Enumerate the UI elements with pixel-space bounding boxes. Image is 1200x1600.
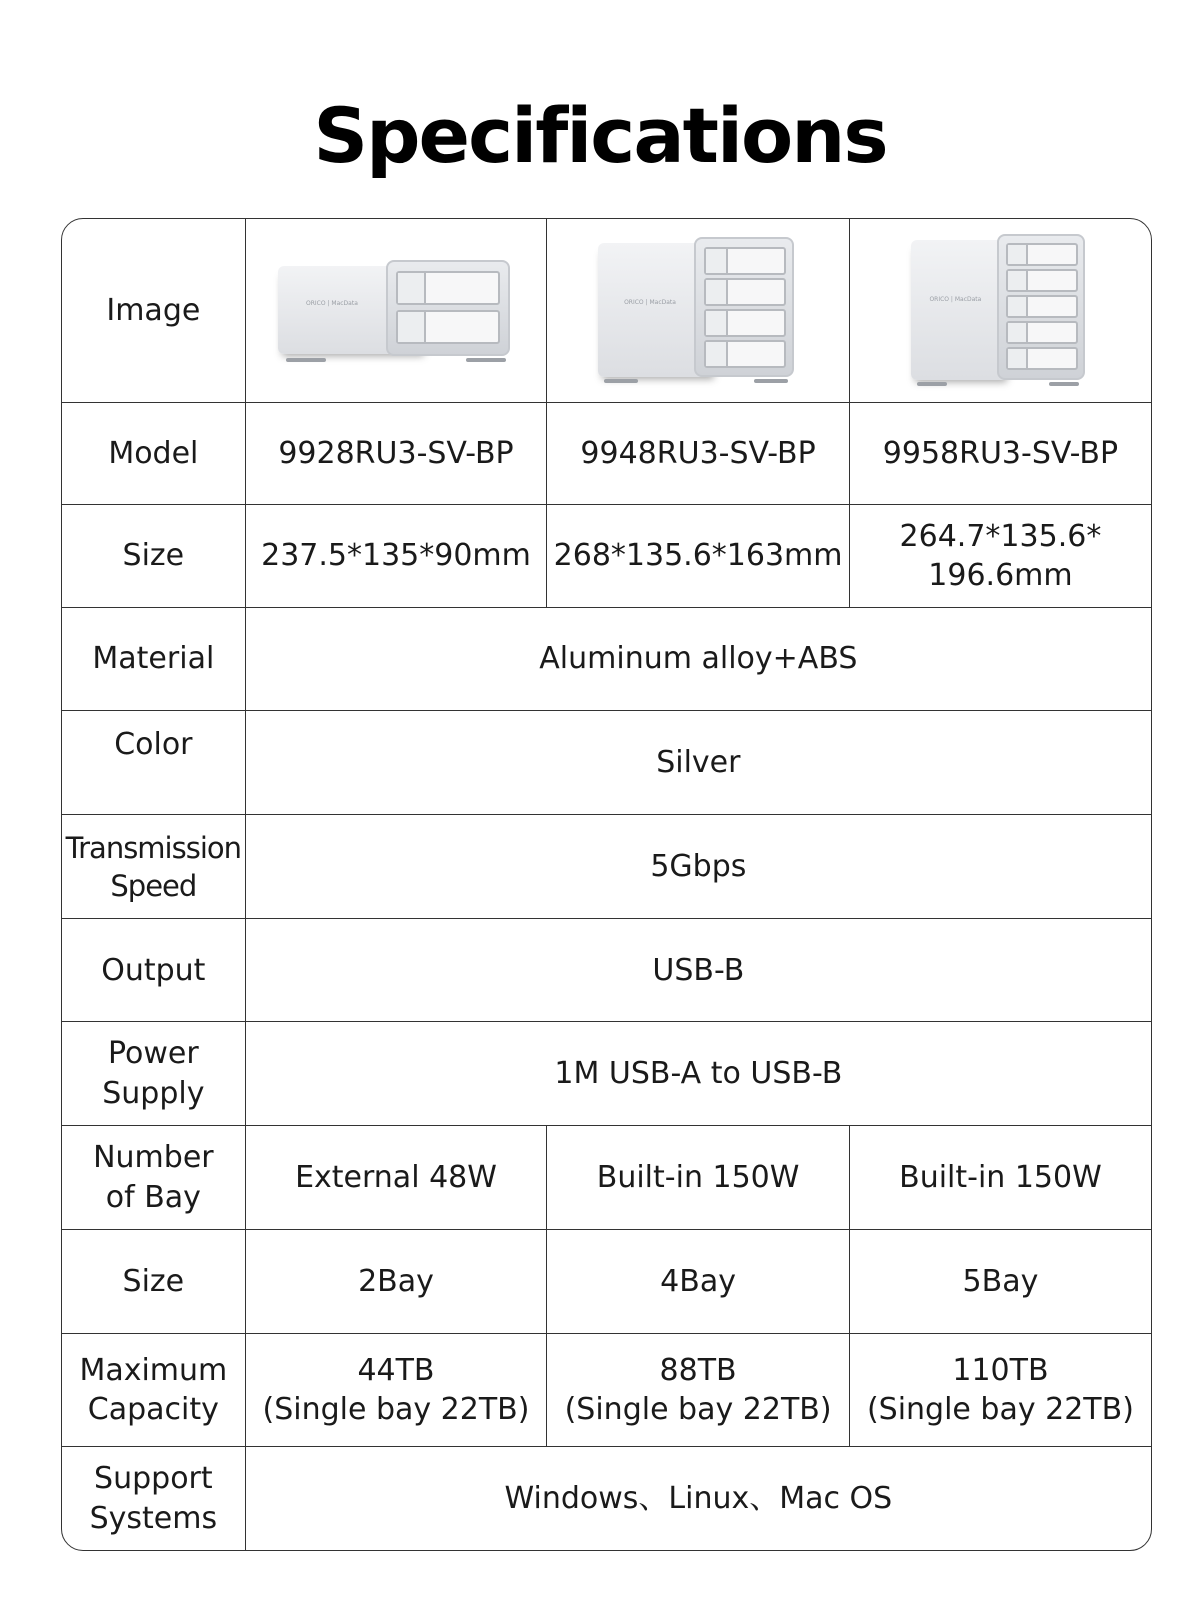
max-capacity-value <box>245 1334 547 1447</box>
support-systems-row <box>62 1447 1151 1550</box>
label-line: Capacity <box>87 1392 219 1428</box>
row-label-number-of-bay <box>62 1126 245 1230</box>
label-line: Maximum <box>79 1352 228 1388</box>
capacity-total: 44TB <box>357 1352 435 1388</box>
material-row <box>62 608 1151 711</box>
capacity-note: (Single bay 22TB) <box>564 1392 832 1428</box>
bay-count-value: 4Bay <box>547 1230 850 1334</box>
size-value: 237.5*135*90mm <box>245 505 547 608</box>
transmission-speed-row <box>62 815 1151 919</box>
capacity-note: (Single bay 22TB) <box>262 1392 530 1428</box>
label-line: Power <box>108 1036 199 1072</box>
brand-logo: ORICO | MacData <box>305 299 358 307</box>
product-image-cell <box>849 219 1151 403</box>
label-line: Number <box>93 1140 214 1176</box>
spec-table <box>61 218 1152 1551</box>
bay-count-value: 2Bay <box>245 1230 547 1334</box>
image-row <box>62 219 1151 403</box>
row-label-max-capacity <box>62 1334 245 1447</box>
bay-count-value: 5Bay <box>849 1230 1151 1334</box>
row-label-model: Model <box>62 403 245 505</box>
size-value-line1: 264.7*135.6* <box>899 518 1102 554</box>
support-systems-value: Windows、Linux、Mac OS <box>245 1447 1151 1550</box>
row-label-material: Material <box>62 608 245 711</box>
output-value: USB-B <box>245 919 1151 1022</box>
model-value: 9958RU3-SV-BP <box>849 403 1151 505</box>
row-label-size: Size <box>62 1230 245 1334</box>
brand-logo: ORICO | MacData <box>624 298 676 306</box>
size-value: 268*135.6*163mm <box>547 505 850 608</box>
model-value: 9928RU3-SV-BP <box>245 403 547 505</box>
color-row <box>62 711 1151 815</box>
capacity-note: (Single bay 22TB) <box>866 1392 1134 1428</box>
label-line: Supply <box>102 1075 205 1111</box>
number-of-bay-value: Built-in 150W <box>849 1126 1151 1230</box>
size-value <box>849 505 1151 608</box>
power-supply-row <box>62 1022 1151 1126</box>
row-label-output: Output <box>62 919 245 1022</box>
transmission-speed-value: 5Gbps <box>245 815 1151 919</box>
max-capacity-value <box>547 1334 850 1447</box>
four-bay-enclosure-image <box>598 237 798 385</box>
max-capacity-value <box>849 1334 1151 1447</box>
capacity-total: 88TB <box>659 1352 737 1388</box>
output-row <box>62 919 1151 1022</box>
brand-logo: ORICO | MacData <box>929 295 982 303</box>
size-row <box>62 505 1151 608</box>
label-line: Support <box>94 1461 213 1497</box>
capacity-total: 110TB <box>952 1352 1049 1388</box>
power-supply-value: 1M USB-A to USB-B <box>245 1022 1151 1126</box>
size-bays-row <box>62 1230 1151 1334</box>
row-label-power-supply <box>62 1022 245 1126</box>
max-capacity-row <box>62 1334 1151 1447</box>
row-label-image: Image <box>62 219 245 403</box>
number-of-bay-value: External 48W <box>245 1126 547 1230</box>
row-label-support-systems <box>62 1447 245 1550</box>
two-bay-enclosure-image <box>278 258 514 364</box>
product-image-cell <box>245 219 547 403</box>
model-value: 9948RU3-SV-BP <box>547 403 850 505</box>
row-label-size: Size <box>62 505 245 608</box>
number-of-bay-row <box>62 1126 1151 1230</box>
product-image-cell <box>547 219 850 403</box>
number-of-bay-value: Built-in 150W <box>547 1126 850 1230</box>
page-title: Specifications <box>313 91 887 180</box>
label-line: Transmission <box>65 830 242 865</box>
model-row <box>62 403 1151 505</box>
row-label-transmission-speed <box>62 815 245 919</box>
label-line: Systems <box>89 1500 218 1536</box>
material-value: Aluminum alloy+ABS <box>245 608 1151 711</box>
five-bay-enclosure-image <box>911 234 1089 388</box>
label-line: of Bay <box>105 1179 201 1215</box>
row-label-color: Color <box>62 711 245 815</box>
color-value: Silver <box>245 711 1151 815</box>
label-line: Speed <box>110 868 197 903</box>
size-value-line2: 196.6mm <box>928 558 1073 594</box>
